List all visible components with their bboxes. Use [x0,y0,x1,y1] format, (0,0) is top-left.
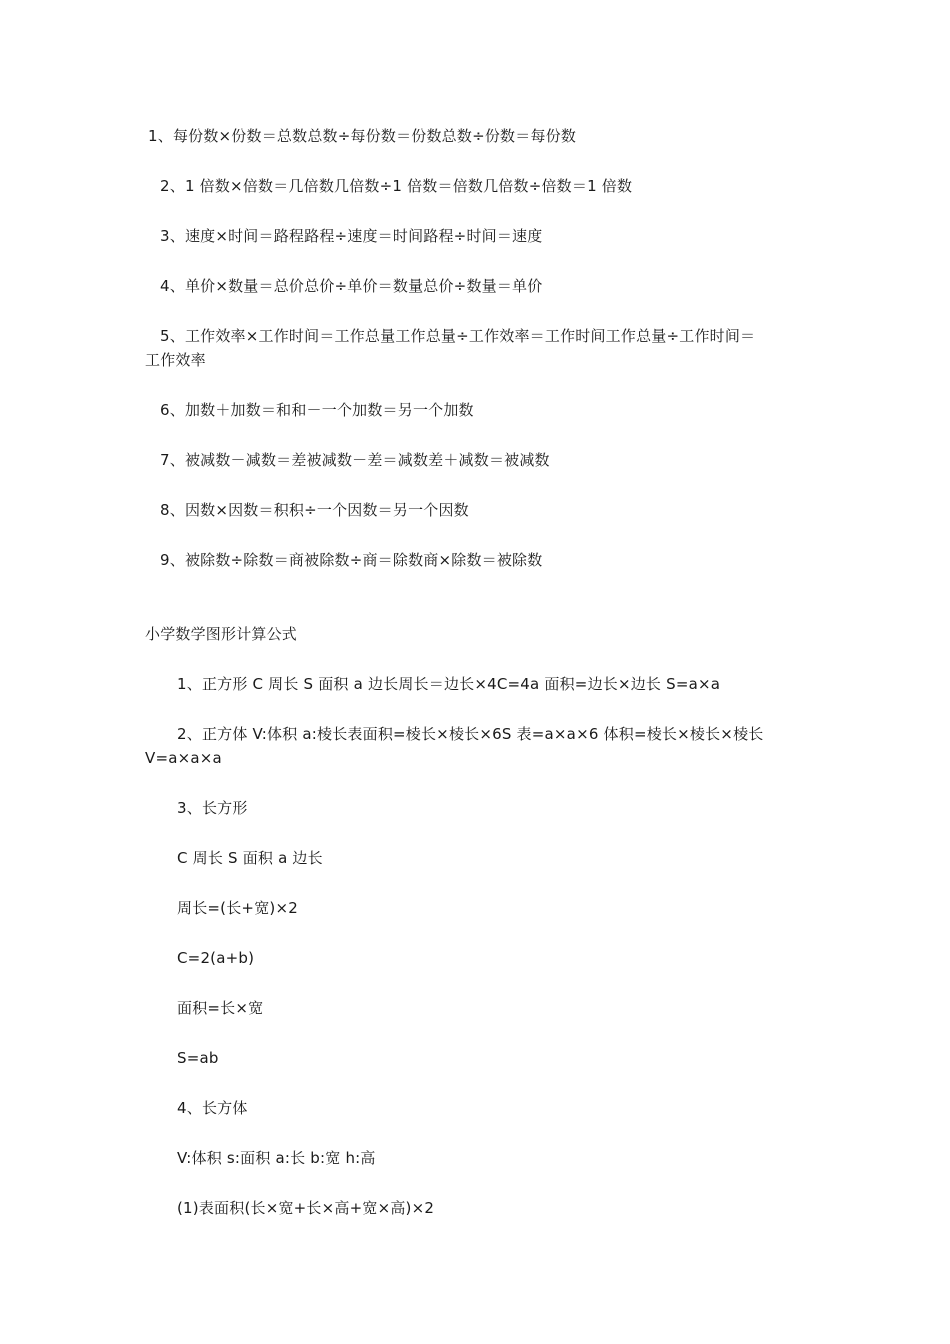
relation-line-3: 3、速度×时间＝路程路程÷速度＝时间路程÷时间＝速度 [160,227,543,245]
rectangle-title: 3、长方形 [177,799,248,817]
relation-line-4: 4、单价×数量＝总价总价÷单价＝数量总价÷数量＝单价 [160,277,543,295]
rectangle-perimeter-formula: C=2(a+b) [177,949,255,967]
geometry-heading: 小学数学图形计算公式 [145,625,298,643]
cuboid-surface-area: (1)表面积(长×宽+长×高+宽×高)×2 [177,1199,435,1217]
cube-formula-line-2: V=a×a×a [145,749,222,767]
cuboid-title: 4、长方体 [177,1099,248,1117]
cuboid-variables: V:体积 s:面积 a:长 b:宽 h:高 [177,1149,376,1167]
cube-formula-line-1: 2、正方体 V:体积 a:棱长表面积=棱长×棱长×6S 表=a×a×6 体积=棱长×棱长×棱长 [177,725,764,743]
rectangle-area-words: 面积=长×宽 [177,999,264,1017]
rectangle-area-formula: S=ab [177,1049,219,1067]
relation-line-9: 9、被除数÷除数＝商被除数÷商＝除数商×除数＝被除数 [160,551,543,569]
relation-line-1: 1、每份数×份数＝总数总数÷每份数＝份数总数÷份数＝每份数 [148,127,577,145]
relation-line-6: 6、加数＋加数＝和和－一个加数＝另一个加数 [160,401,474,419]
relation-line-8: 8、因数×因数＝积积÷一个因数＝另一个因数 [160,501,469,519]
relation-line-2: 2、1 倍数×倍数＝几倍数几倍数÷1 倍数＝倍数几倍数÷倍数＝1 倍数 [160,177,633,195]
relation-line-5: 5、工作效率×工作时间＝工作总量工作总量÷工作效率＝工作时间工作总量÷工作时间＝ [160,327,756,345]
rectangle-variables: C 周长 S 面积 a 边长 [177,849,323,867]
square-formula: 1、正方形 C 周长 S 面积 a 边长周长＝边长×4C=4a 面积=边长×边长 S=a×a [177,675,721,693]
relation-line-5-continued: 工作效率 [145,351,206,369]
rectangle-perimeter-words: 周长=(长+宽)×2 [177,899,298,917]
relation-line-7: 7、被减数－减数＝差被减数－差＝减数差＋减数＝被减数 [160,451,550,469]
